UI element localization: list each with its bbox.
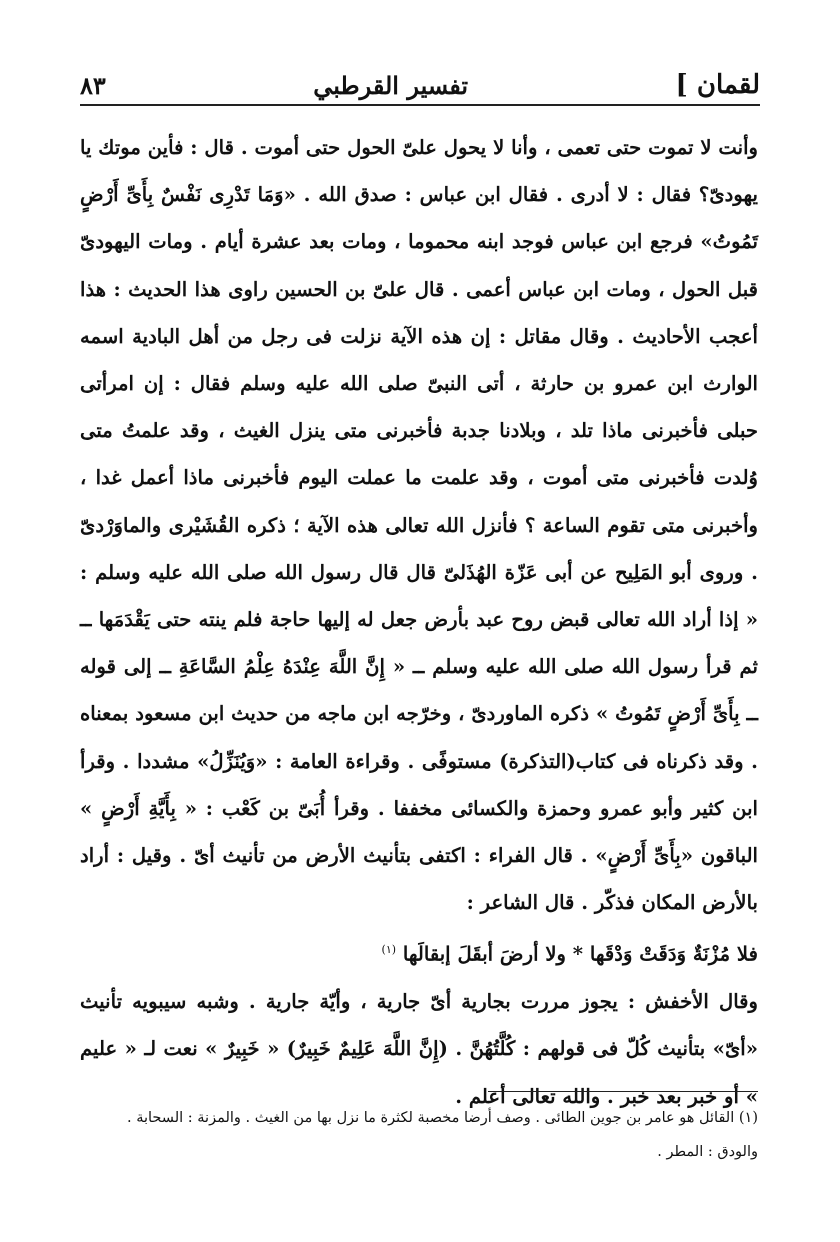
poetry-verse bbox=[80, 926, 758, 978]
paragraph: وأنت لا تموت حتى تعمى ، وأنا لا يحول علىّ الحول حتى أموت . قال : فأين موتك يا يهودىّ؟ فقال : لا أدرى . فقال ابن عباس : صدق الله . «وَمَا تَدْرِى نَفْسٌ بِأَىِّ أَرْضٍ تَمُوتُ» فرجع ابن عباس فوجد ابنه محموما ، ومات بعد عشرة أيام . ومات اليهودىّ قبل الحول ، ومات ابن عباس أعمى . قال علىّ بن الحسين راوى هذا الحديث : هذا أعجب الأحاديث . وقال مقاتل : إن هذه الآية نزلت فى رجل من أهل البادية اسمه الوارث ابن عمرو بن حارثة ، أتى النبىّ صلى الله عليه وسلم فقال : إن امرأتى حبلى فأخبرنى ماذا تلد ، وبلادنا جدبة فأخبرنى متى ينزل الغيث ، وقد علمتُ متى وُلدت فأخبرنى متى أموت ، وقد علمت ما عملت اليوم فأخبرنى ماذا أعمل غدا ، وأخبرنى متى تقوم الساعة ؟ فأنزل الله تعالى هذه الآية ؛ ذكره القُشَيْرى والماوَرْدىّ . وروى أبو المَلِيح عن أبى عَزّة الهُذَلىّ قال قال رسول الله صلى الله عليه وسلم : « إذا أراد الله تعالى قبض روح عبد بأرض جعل له إليها حاجة فلم ينته حتى يَقْدَمَها ــ ثم قرأ رسول الله صلى الله عليه وسلم ــ « إِنَّ اللَّهَ عِنْدَهُ عِلْمُ السَّاعَةِ ــ إلى قوله ــ بِأَىِّ أَرْضٍ تَمُوتُ » ذكره الماوردىّ ، وخرّجه ابن ماجه من حديث ابن مسعود بمعناه . وقد ذكرناه فى كتاب(التذكرة) مستوفًى . وقراءة العامة : «وَيُنَزِّلُ» مشددا . وقرأ ابن كثير وأبو عمرو وحمزة والكسائى مخففا . وقرأ أُبَىّ بن كَعْب : « بِأَيَّةِ أَرْضٍ » الباقون «بِأَىِّ أَرْضٍ» . قال الفراء : اكتفى بتأنيث الأرض من تأنيث أىّ . وقيل : أراد بالأرض المكان فذكّر . قال الشاعر : bbox=[80, 136, 758, 915]
footnote-line: (١) القائل هو عامر بن جوين الطائى . وصف أرضا مخصبة لكثرة ما نزل بها من الغيث . والمزنة : السحابة . bbox=[126, 1110, 758, 1126]
header-rule bbox=[80, 104, 760, 106]
running-head-surah: لقمان ] bbox=[675, 70, 760, 100]
running-head-title: تفسير القرطبي bbox=[313, 71, 469, 100]
footnote-line: والودق : المطر . bbox=[657, 1144, 758, 1160]
paragraph: وقال الأخفش : يجوز مررت بجارية أىّ جارية ، وأيّة جارية . وشبه سيبويه تأنيث «أىّ» بتأنيث كُلّ فى قولهم : كُلَّتُهُنَّ . (إِنَّ اللَّهَ عَلِيمٌ خَبِيرٌ) « خَبِيرٌ » نعت لـ « عليم » أو خبر بعد خبر . والله تعالى أعلم . bbox=[80, 990, 758, 1108]
page-number: ٨٣ bbox=[80, 71, 106, 100]
footnote-marker: (١) bbox=[381, 943, 397, 957]
page-header bbox=[80, 52, 760, 100]
footnote-rule bbox=[488, 1091, 758, 1092]
verse-text: فلا مُزْنَةٌ وَدَقَتْ وَدْقَها * ولا أرضَ أبقَلَ إبقالَها bbox=[402, 942, 758, 966]
main-text bbox=[80, 124, 758, 1120]
footnote bbox=[80, 1101, 758, 1169]
